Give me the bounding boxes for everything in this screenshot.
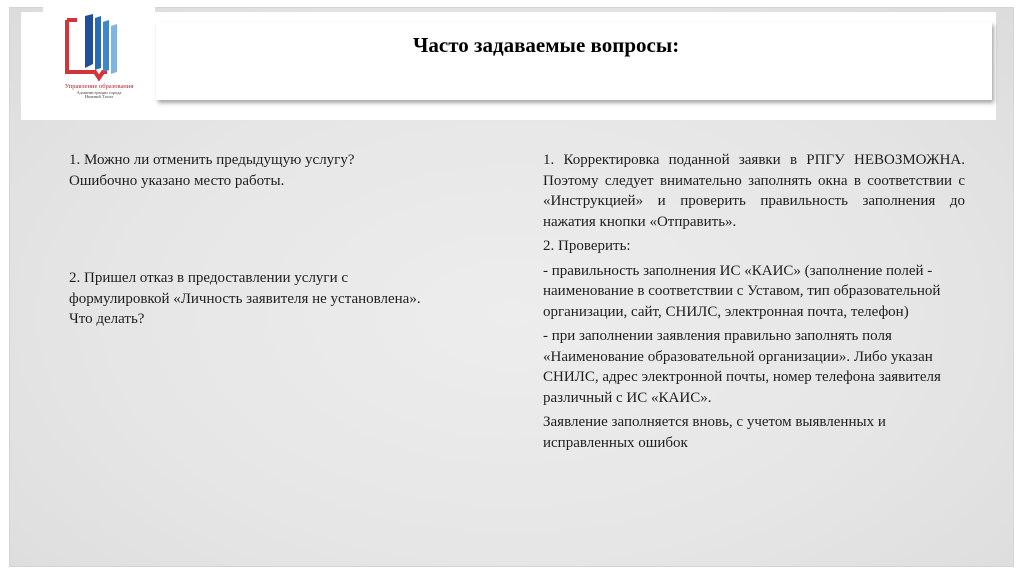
question-1-text: 1. Можно ли отменить предыдущую услугу? Ошибочно указано место работы. <box>69 152 355 189</box>
logo-org-subline: Администрации города <box>76 89 122 95</box>
question-2-text: 2. Пришел отказ в предоставлении услуги с формулировкой «Личность заявителя не установлена». Что делать? <box>69 270 421 327</box>
logo-org-city: Нижний Тагил <box>84 94 114 99</box>
logo-org-name: Управление образования <box>64 83 134 90</box>
answer-2-title: 2. Проверить: <box>543 238 631 254</box>
answer-2-final: Заявление заполняется вновь, с учетом выявленных и исправленных ошибок <box>543 414 886 451</box>
question-1 <box>69 150 421 191</box>
logo <box>43 2 155 102</box>
answer-2-item-2: - при заполнении заявления правильно заполнять поля «Наименование образовательной организации». Либо указан СНИЛС, адрес электронной почты, номер телефона заявителя различный с ИС «КАИС». <box>543 328 941 406</box>
answers-column <box>543 150 965 457</box>
book-logo-icon <box>63 12 137 82</box>
answer-2-item-1: - правильность заполнения ИС «КАИС» (заполнение полей - наименование в соответствии с Уставом, тип образовательной организации, сайт, СНИЛС, электронная почта, телефон) <box>543 262 941 320</box>
page-title: Часто задаваемые вопросы: <box>413 33 680 57</box>
question-2 <box>69 268 421 330</box>
answer-1: 1. Корректировка поданной заявки в РПГУ НЕВОЗМОЖНА. Поэтому следует внимательно заполнять окна в соответствии с «Инструкцией» и проверить правильность заполнения до нажатия кнопки «Отправить». <box>543 152 965 230</box>
